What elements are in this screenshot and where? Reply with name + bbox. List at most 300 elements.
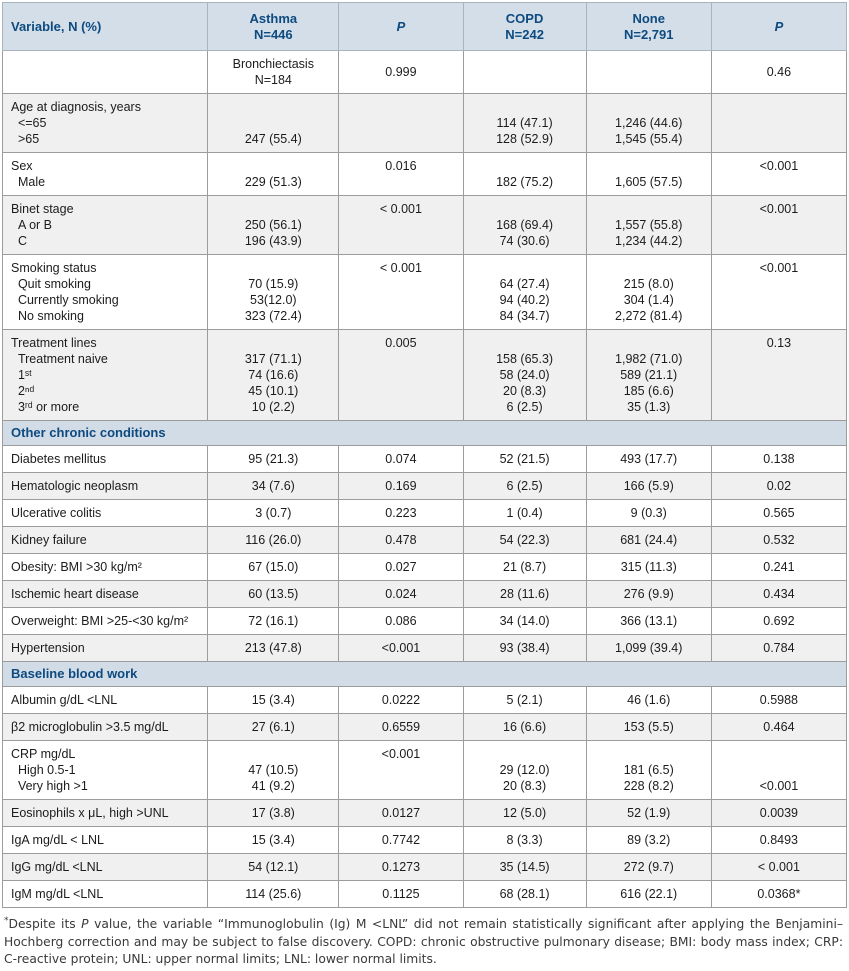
cell-line: Smoking status (11, 261, 97, 275)
cell-line: 20 (8.3) (503, 779, 547, 793)
cell-line: 68 (28.1) (499, 887, 550, 901)
cell-line (591, 99, 707, 115)
cell-line: 229 (51.3) (244, 175, 302, 189)
cell-line (468, 99, 582, 115)
cell-line: 27 (6.1) (251, 720, 295, 734)
column-header-copd-line2: N=242 (505, 26, 544, 42)
cell-line: 15 (3.4) (251, 693, 295, 707)
cell-asthma (208, 635, 339, 662)
cell-line: <0.001 (381, 747, 421, 761)
cell-p2 (711, 196, 846, 255)
column-header-p2 (711, 3, 846, 51)
cell-p1 (339, 581, 463, 608)
cell-line: 0.5988 (759, 693, 799, 707)
table-row (3, 687, 847, 714)
cell-p1 (339, 554, 463, 581)
table-row (3, 608, 847, 635)
table-row (3, 554, 847, 581)
cell-variable (3, 854, 208, 881)
cell-line: 493 (17.7) (620, 452, 678, 466)
cell-line: 94 (40.2) (499, 293, 550, 307)
cell-line: 0.0039 (759, 806, 799, 820)
cell-p1 (339, 51, 463, 94)
cell-copd (463, 687, 586, 714)
section-header-label: Baseline blood work (3, 662, 847, 687)
cell-line: 10 (2.2) (251, 400, 295, 414)
cell-variable (3, 581, 208, 608)
cell-line: 304 (1.4) (623, 293, 674, 307)
cell-line: Hypertension (11, 641, 85, 655)
cell-line: 1,234 (44.2) (615, 234, 683, 248)
cell-line: 0.13 (766, 336, 792, 350)
column-header-none-line1: None (632, 10, 665, 26)
cell-copd (463, 153, 586, 196)
cell-none (586, 51, 711, 94)
cell-line: 74 (30.6) (499, 234, 550, 248)
cell-line: <0.001 (759, 779, 799, 793)
cell-line: 6 (2.5) (506, 479, 543, 493)
cell-line: 0.46 (766, 65, 792, 79)
cell-line: Kidney failure (11, 533, 87, 547)
table-row (3, 255, 847, 330)
cell-p2 (711, 714, 846, 741)
cell-line: 315 (11.3) (620, 560, 677, 574)
cell-line: 0.0222 (381, 693, 421, 707)
cell-line: 0.074 (385, 452, 417, 466)
cell-line: 28 (11.6) (500, 587, 550, 601)
cell-line: 0.0368* (757, 887, 801, 901)
cell-line: 589 (21.1) (620, 368, 678, 382)
cell-line: Overweight: BMI >25-<30 kg/m² (11, 614, 189, 628)
column-header-asthma-line2: N=446 (253, 26, 293, 42)
cell-none (586, 330, 711, 421)
table-row (3, 800, 847, 827)
cell-line: No smoking (11, 309, 84, 323)
cell-variable (3, 608, 208, 635)
cell-line: 47 (10.5) (248, 763, 299, 777)
cell-line: 35 (14.5) (499, 860, 550, 874)
cell-line: 34 (7.6) (251, 479, 295, 493)
cell-line: IgM mg/dL <LNL (11, 887, 104, 901)
cell-p2 (711, 827, 846, 854)
cell-line: 0.005 (385, 336, 417, 350)
cell-line (212, 115, 334, 131)
cell-line: Ulcerative colitis (11, 506, 102, 520)
cell-line: 54 (22.3) (499, 533, 550, 547)
cell-line: IgG mg/dL <LNL (11, 860, 103, 874)
cell-line: 323 (72.4) (244, 309, 302, 323)
cell-none (586, 196, 711, 255)
cell-line: 114 (47.1) (496, 116, 553, 130)
cell-p1 (339, 94, 463, 153)
table-row (3, 714, 847, 741)
cell-asthma (208, 446, 339, 473)
cell-line: 0.02 (766, 479, 792, 493)
table-row (3, 527, 847, 554)
cell-p1 (339, 854, 463, 881)
cell-line: 0.692 (763, 614, 795, 628)
cell-line: 8 (3.3) (506, 833, 543, 847)
cell-p2 (711, 255, 846, 330)
cell-line: Very high >1 (11, 779, 88, 793)
cell-copd (463, 500, 586, 527)
cell-line: 12 (5.0) (503, 806, 547, 820)
cell-copd (463, 635, 586, 662)
cell-line: 5 (2.1) (506, 693, 543, 707)
cell-copd (463, 581, 586, 608)
cell-copd (463, 854, 586, 881)
cell-line (212, 99, 334, 115)
cell-none (586, 153, 711, 196)
table-row (3, 881, 847, 908)
cell-line: Eosinophils x μL, high >UNL (11, 806, 169, 820)
cell-line: 153 (5.5) (623, 720, 674, 734)
cell-line: Sex (11, 159, 33, 173)
footnote-p-symbol: P (81, 917, 89, 931)
cell-line: 1,246 (44.6) (615, 116, 683, 130)
cell-variable (3, 827, 208, 854)
cell-line: 74 (16.6) (248, 368, 299, 382)
cell-line (591, 746, 707, 762)
cell-line: 1ˢᵗ (11, 368, 32, 382)
cell-line: 35 (1.3) (627, 400, 671, 414)
cell-line: 60 (13.5) (248, 587, 299, 601)
cell-line (591, 260, 707, 276)
column-header-copd (463, 3, 586, 51)
cell-line: Albumin g/dL <LNL (11, 693, 118, 707)
cell-line: 46 (1.6) (627, 693, 671, 707)
table-row (3, 500, 847, 527)
table-row (3, 51, 847, 94)
cell-line: 0.016 (385, 159, 417, 173)
cell-p2 (711, 330, 846, 421)
cell-line: 158 (65.3) (496, 352, 554, 366)
cell-copd (463, 881, 586, 908)
cell-p2 (711, 527, 846, 554)
footnote-marker: * (4, 915, 9, 926)
cell-asthma (208, 800, 339, 827)
characteristics-table (2, 2, 847, 908)
cell-line: Age at diagnosis, years (11, 100, 141, 114)
cell-line: 52 (21.5) (499, 452, 550, 466)
column-header-p1 (339, 3, 463, 51)
cell-line: 0.024 (385, 587, 417, 601)
cell-p1 (339, 527, 463, 554)
cell-none (586, 581, 711, 608)
cell-line: 64 (27.4) (499, 277, 550, 291)
cell-line: 0.138 (763, 452, 795, 466)
cell-line: 0.0127 (381, 806, 421, 820)
cell-line: 54 (12.1) (248, 860, 299, 874)
cell-p1 (339, 500, 463, 527)
cell-p2 (711, 881, 846, 908)
cell-none (586, 635, 711, 662)
cell-line: 166 (5.9) (623, 479, 674, 493)
cell-none (586, 554, 711, 581)
table-row (3, 581, 847, 608)
cell-copd (463, 196, 586, 255)
cell-variable (3, 51, 208, 94)
cell-line: 0.464 (763, 720, 795, 734)
cell-variable (3, 196, 208, 255)
cell-none (586, 854, 711, 881)
cell-line: 89 (3.2) (627, 833, 671, 847)
cell-asthma (208, 527, 339, 554)
cell-line: 616 (22.1) (620, 887, 678, 901)
cell-line: C (11, 234, 27, 248)
table-footnote (2, 908, 847, 969)
cell-asthma (208, 255, 339, 330)
cell-p1 (339, 741, 463, 800)
cell-line: 213 (47.8) (244, 641, 302, 655)
cell-line: 128 (52.9) (496, 132, 554, 146)
cell-p2 (711, 473, 846, 500)
cell-line: 0.434 (763, 587, 795, 601)
cell-p1 (339, 687, 463, 714)
table-body (3, 51, 847, 908)
cell-none (586, 827, 711, 854)
cell-line: 0.086 (385, 614, 417, 628)
cell-none (586, 527, 711, 554)
cell-asthma (208, 500, 339, 527)
cell-variable (3, 446, 208, 473)
section-header-label: Other chronic conditions (3, 421, 847, 446)
cell-line: 0.784 (763, 641, 795, 655)
footnote-text-before-p: Despite its (8, 917, 82, 931)
cell-line: 272 (9.7) (623, 860, 674, 874)
cell-line: 93 (38.4) (499, 641, 550, 655)
cell-line: 247 (55.4) (244, 132, 302, 146)
cell-copd (463, 473, 586, 500)
cell-line: 70 (15.9) (248, 277, 299, 291)
cell-line: 182 (75.2) (496, 175, 554, 189)
cell-line: Male (11, 175, 46, 189)
cell-copd (463, 800, 586, 827)
cell-line: A or B (11, 218, 52, 232)
cell-line: 72 (16.1) (248, 614, 299, 628)
cell-variable (3, 500, 208, 527)
cell-line: 52 (1.9) (627, 806, 671, 820)
cell-p1 (339, 153, 463, 196)
cell-p2 (711, 153, 846, 196)
cell-line: N=184 (254, 73, 292, 87)
cell-line: 185 (6.6) (623, 384, 674, 398)
cell-line (212, 158, 334, 174)
cell-asthma (208, 741, 339, 800)
column-header-none-line2: N=2,791 (623, 26, 674, 42)
cell-p1 (339, 196, 463, 255)
cell-line: Diabetes mellitus (11, 452, 107, 466)
column-header-variable: Variable, N (%) (3, 3, 208, 51)
cell-variable (3, 800, 208, 827)
cell-line: Hematologic neoplasm (11, 479, 139, 493)
cell-copd (463, 714, 586, 741)
table-header (3, 3, 847, 51)
cell-line: 0.8493 (759, 833, 799, 847)
cell-variable (3, 330, 208, 421)
cell-p2 (711, 687, 846, 714)
cell-line: 67 (15.0) (248, 560, 299, 574)
cell-line: 1,545 (55.4) (615, 132, 683, 146)
cell-line: 228 (8.2) (623, 779, 674, 793)
cell-variable (3, 741, 208, 800)
cell-line (212, 746, 334, 762)
cell-line: 0.7742 (381, 833, 421, 847)
cell-line (212, 335, 334, 351)
cell-line: 21 (8.7) (503, 560, 547, 574)
cell-none (586, 608, 711, 635)
cell-p2 (711, 446, 846, 473)
cell-line (591, 335, 707, 351)
cell-asthma (208, 94, 339, 153)
cell-p2 (711, 635, 846, 662)
cell-line: 276 (9.9) (623, 587, 674, 601)
cell-line: 34 (14.0) (499, 614, 550, 628)
cell-p2 (711, 608, 846, 635)
cell-line: 0.1273 (381, 860, 421, 874)
cell-p1 (339, 800, 463, 827)
footnote-text-after-p: value, the variable “Immunoglobulin (Ig) M <LNL” did not remain statistically significant after applying the Benjamini–Hochberg correction and may be subject to false discovery. COPD: chronic obstructive pulmonary disease; BMI: body mass index; CRP: C-reactive protein; UNL: upper normal limits; LNL: lower normal limits. (4, 917, 844, 966)
table-row (3, 635, 847, 662)
header-row (3, 3, 847, 51)
cell-line: Ischemic heart disease (11, 587, 139, 601)
cell-asthma (208, 687, 339, 714)
table-row (3, 153, 847, 196)
cell-line (716, 762, 842, 778)
cell-line (11, 64, 205, 80)
cell-p2 (711, 800, 846, 827)
column-header-asthma-line1: Asthma (249, 10, 298, 26)
cell-line: 250 (56.1) (244, 218, 302, 232)
cell-line: High 0.5-1 (11, 763, 76, 777)
cell-line: < 0.001 (379, 261, 422, 275)
cell-line: < 0.001 (757, 860, 800, 874)
cell-none (586, 446, 711, 473)
cell-variable (3, 94, 208, 153)
cell-asthma (208, 714, 339, 741)
cell-copd (463, 527, 586, 554)
cell-line: 95 (21.3) (248, 452, 299, 466)
cell-copd (463, 608, 586, 635)
cell-variable (3, 635, 208, 662)
cell-line: IgA mg/dL < LNL (11, 833, 104, 847)
cell-copd (463, 51, 586, 94)
cell-line: 0.027 (385, 560, 417, 574)
cell-none (586, 255, 711, 330)
cell-copd (463, 255, 586, 330)
cell-line: 1,982 (71.0) (615, 352, 683, 366)
cell-none (586, 473, 711, 500)
cell-none (586, 94, 711, 153)
cell-variable (3, 714, 208, 741)
cell-line: 15 (3.4) (251, 833, 295, 847)
cell-line: Currently smoking (11, 293, 119, 307)
cell-line: <0.001 (759, 202, 799, 216)
cell-line: 3 (0.7) (255, 506, 292, 520)
cell-line (716, 746, 842, 762)
cell-line: Obesity: BMI >30 kg/m² (11, 560, 142, 574)
cell-line: 215 (8.0) (623, 277, 674, 291)
cell-asthma (208, 330, 339, 421)
cell-variable (3, 554, 208, 581)
cell-line: 114 (25.6) (245, 887, 302, 901)
cell-line (468, 260, 582, 276)
column-header-copd-line1: COPD (505, 10, 544, 26)
cell-variable (3, 687, 208, 714)
cell-asthma (208, 153, 339, 196)
cell-p2 (711, 51, 846, 94)
cell-line: 2ⁿᵈ (11, 384, 35, 398)
cell-variable (3, 473, 208, 500)
cell-variable (3, 527, 208, 554)
column-header-p1-label: P (396, 18, 406, 34)
cell-line: 16 (6.6) (503, 720, 547, 734)
cell-line (468, 158, 582, 174)
cell-p1 (339, 714, 463, 741)
cell-line: 317 (71.1) (244, 352, 302, 366)
table-row (3, 94, 847, 153)
cell-none (586, 500, 711, 527)
cell-line: 29 (12.0) (499, 763, 550, 777)
cell-line (468, 746, 582, 762)
cell-line: Bronchiectasis (232, 57, 314, 71)
cell-line (468, 201, 582, 217)
cell-line: 116 (26.0) (245, 533, 302, 547)
cell-p2 (711, 854, 846, 881)
cell-line (591, 158, 707, 174)
cell-line (212, 201, 334, 217)
cell-line: 9 (0.3) (630, 506, 667, 520)
cell-line (591, 201, 707, 217)
table-row (3, 854, 847, 881)
cell-line: 0.223 (385, 506, 417, 520)
cell-p1 (339, 881, 463, 908)
cell-p1 (339, 446, 463, 473)
cell-copd (463, 827, 586, 854)
cell-none (586, 687, 711, 714)
cell-line: >65 (11, 132, 40, 146)
section-row (3, 662, 847, 687)
cell-line: 84 (34.7) (499, 309, 550, 323)
cell-p2 (711, 500, 846, 527)
table-row (3, 741, 847, 800)
cell-p1 (339, 255, 463, 330)
cell-line: 58 (24.0) (499, 368, 550, 382)
cell-p2 (711, 554, 846, 581)
cell-line: 1,099 (39.4) (615, 641, 683, 655)
table-row (3, 446, 847, 473)
cell-asthma (208, 854, 339, 881)
column-header-asthma (208, 3, 339, 51)
cell-none (586, 741, 711, 800)
table-row (3, 330, 847, 421)
cell-p1 (339, 608, 463, 635)
column-header-p2-label: P (774, 18, 784, 34)
cell-line: 0.241 (763, 560, 795, 574)
cell-line: 0.478 (385, 533, 417, 547)
cell-asthma (208, 51, 339, 94)
cell-asthma (208, 554, 339, 581)
cell-line: < 0.001 (379, 202, 422, 216)
cell-asthma (208, 881, 339, 908)
cell-line: <=65 (11, 116, 47, 130)
cell-line: 196 (43.9) (244, 234, 302, 248)
cell-p2 (711, 581, 846, 608)
cell-line: 1,605 (57.5) (615, 175, 683, 189)
cell-line: 681 (24.4) (620, 533, 678, 547)
cell-line (468, 335, 582, 351)
cell-line: 181 (6.5) (623, 763, 674, 777)
